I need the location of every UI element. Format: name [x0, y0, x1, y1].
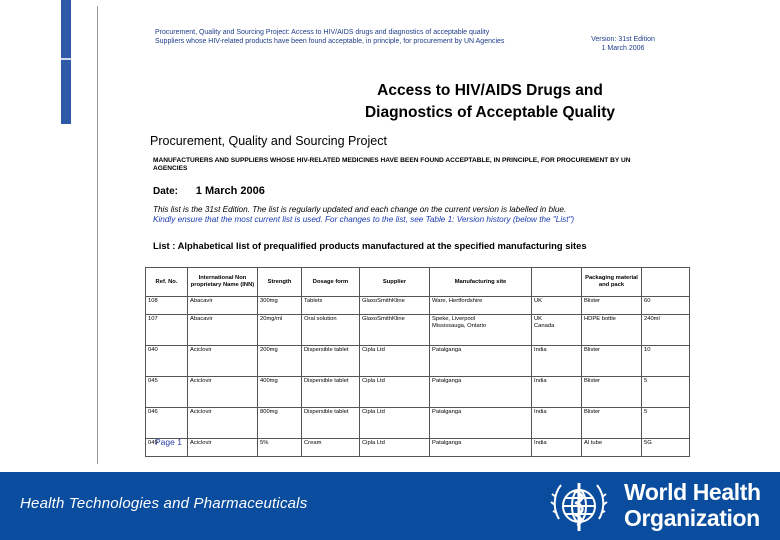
who-logotype [624, 479, 761, 531]
table-header-cell: Dosage form [302, 268, 360, 297]
table-row [146, 315, 690, 346]
table-cell: Aciclovir [188, 377, 258, 408]
who-name-line-2: Organization [624, 505, 760, 531]
table-cell: GlaxoSmithKline [360, 297, 430, 315]
who-emblem-icon [545, 475, 613, 537]
table-cell: Patalganga [430, 346, 532, 377]
table-cell: Blister [582, 408, 642, 439]
edition-note-line-1: This list is the 31st Edition. The list is regularly updated and each change on the current version is labelled in blue. [153, 205, 567, 214]
header-line-1: Procurement, Quality and Sourcing Project: Access to HIV/AIDS drugs and diagnostics of acceptable quality [155, 29, 490, 36]
table-cell: Blister [582, 346, 642, 377]
table-cell: Aciclovir [188, 439, 258, 457]
footer-title: Health Technologies and Pharmaceuticals [20, 495, 308, 512]
header-line-2: Suppliers whose HIV-related products have been found acceptable, in principle, for procurement by UN Agencies [155, 38, 505, 45]
table-row [146, 439, 690, 457]
edition-note-line-2: Kindly ensure that the most current list is used. For changes to the list, see Table 1: Version history (below the "List") [153, 215, 575, 224]
project-subtitle: Procurement, Quality and Sourcing Project [150, 134, 387, 148]
table-cell: 200mg [258, 346, 302, 377]
table-cell: Cipla Ltd [360, 346, 430, 377]
table-cell: Speke, Liverpool Mississauga, Ontario [430, 315, 532, 346]
page-number: Page 1 [155, 437, 182, 447]
footer-bar [0, 472, 780, 540]
version-date: 1 March 2006 [601, 45, 645, 52]
table-cell: 800mg [258, 408, 302, 439]
table-cell: 108 [146, 297, 188, 315]
table-cell: 400mg [258, 377, 302, 408]
table-header-cell: International Non proprietary Name (INN) [188, 268, 258, 297]
table-cell: 5 [642, 377, 690, 408]
table-cell: Oral solution [302, 315, 360, 346]
table-header-cell [642, 268, 690, 297]
table-cell: Dispersible tablet [302, 346, 360, 377]
table-cell: 5 [642, 408, 690, 439]
table-cell: India [532, 377, 582, 408]
table-cell: Ware, Hertfordshire [430, 297, 532, 315]
version-text: Version: 31st Edition [591, 36, 655, 43]
document-title: Access to HIV/AIDS Drugs and Diagnostics of Acceptable Quality [364, 82, 616, 121]
products-table [145, 267, 690, 457]
table-cell: Dispersible tablet [302, 408, 360, 439]
table-header-cell: Manufacturing site [430, 268, 532, 297]
who-name-line-1: World Health [624, 479, 761, 505]
table-cell: 049 [146, 439, 188, 457]
table-cell: Abacavir [188, 315, 258, 346]
table-cell: 5% [258, 439, 302, 457]
table-cell: 046 [146, 408, 188, 439]
table-cell: 300mg [258, 297, 302, 315]
table-cell: Tablets [302, 297, 360, 315]
edition-note [153, 205, 653, 225]
table-row [146, 377, 690, 408]
table-cell: 240ml [642, 315, 690, 346]
document-header [155, 28, 504, 46]
table-header-cell: Supplier [360, 268, 430, 297]
table-cell: Cipla Ltd [360, 439, 430, 457]
table-cell: India [532, 439, 582, 457]
table-cell: 60 [642, 297, 690, 315]
table-cell: Abacavir [188, 297, 258, 315]
table-row [146, 346, 690, 377]
table-header-cell: Packaging material and pack [582, 268, 642, 297]
table-cell: 107 [146, 315, 188, 346]
date-value: 1 March 2006 [195, 185, 265, 197]
table-cell: Patalganga [430, 408, 532, 439]
table-cell: India [532, 346, 582, 377]
table-cell: 045 [146, 377, 188, 408]
table-cell: India [532, 408, 582, 439]
table-cell: Cipla Ltd [360, 408, 430, 439]
table-cell: GlaxoSmithKline [360, 315, 430, 346]
page-edge-line [97, 6, 98, 464]
table-cell: Al tube [582, 439, 642, 457]
table-cell: Patalganga [430, 377, 532, 408]
left-accent-bar [61, 0, 71, 124]
table-row [146, 408, 690, 439]
table-cell: Cream [302, 439, 360, 457]
table-cell: Aciclovir [188, 346, 258, 377]
table-header-row [146, 268, 690, 297]
table-header-cell [532, 268, 582, 297]
table-cell: UK [532, 297, 582, 315]
table-cell: UK Canada [532, 315, 582, 346]
list-heading: List : Alphabetical list of prequalified products manufactured at the specified manufacturing sites [153, 240, 587, 251]
table-cell: Blister [582, 377, 642, 408]
table-cell: Blister [582, 297, 642, 315]
table-cell: Patalganga [430, 439, 532, 457]
table-cell: 10 [642, 346, 690, 377]
table-cell: 040 [146, 346, 188, 377]
date-line [153, 185, 265, 197]
table-cell: HDPE bottle [582, 315, 642, 346]
table-body [146, 297, 690, 457]
table-cell: Cipla Ltd [360, 377, 430, 408]
table-cell: Dispersible tablet [302, 377, 360, 408]
table-row [146, 297, 690, 315]
version-block [588, 35, 658, 53]
table-cell: 20mg/ml [258, 315, 302, 346]
table-header-cell: Ref. No. [146, 268, 188, 297]
table-cell: 5G [642, 439, 690, 457]
table-header-cell: Strength [258, 268, 302, 297]
table-cell: Aciclovir [188, 408, 258, 439]
date-label: Date: [153, 186, 179, 197]
manufacturers-note: MANUFACTURERS AND SUPPLIERS WHOSE HIV-RELATED MEDICINES HAVE BEEN FOUND ACCEPTABLE, IN PRINCIPLE, FOR PROCUREMENT BY UN AGENCIES [153, 157, 631, 172]
